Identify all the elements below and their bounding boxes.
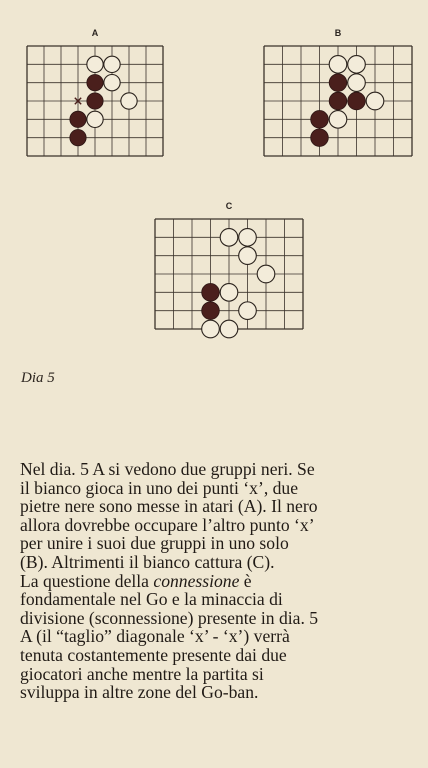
emphasis-term: connessione — [153, 570, 240, 591]
black-stone — [202, 302, 220, 320]
diagram-label-c: C — [225, 201, 233, 211]
white-stone — [239, 247, 257, 265]
text-fragment: è — [243, 570, 252, 591]
white-stone — [220, 229, 238, 247]
white-stone — [104, 56, 120, 72]
black-stone — [348, 92, 366, 110]
white-stone — [348, 74, 366, 92]
go-board-b — [263, 45, 413, 157]
white-stone — [366, 92, 384, 110]
white-stone — [220, 320, 238, 338]
body-paragraph — [20, 460, 412, 702]
white-stone — [87, 111, 103, 127]
text-line: sviluppa in altre zone del Go-ban. — [20, 682, 259, 703]
black-stone — [329, 74, 347, 92]
white-stone — [329, 56, 347, 74]
text-line: tenuta costantemente presente dai due — [20, 644, 287, 665]
text-line — [20, 572, 412, 591]
text-line: A (il “taglio” diagonale ‘x’ - ‘x’) verrà — [20, 626, 290, 647]
text-line: allora dovrebbe occupare l’altro punto ‘x’ — [20, 514, 315, 535]
white-stone — [220, 284, 238, 302]
go-board-a — [26, 45, 164, 157]
text-line: per unire i suoi due gruppi in uno solo — [20, 533, 289, 554]
text-fragment: La questione della — [20, 570, 149, 591]
white-stone — [239, 229, 257, 247]
go-diagram-c — [154, 201, 304, 330]
black-stone — [311, 111, 329, 129]
text-line: Nel dia. 5 A si vedono due gruppi neri. Se — [20, 459, 315, 479]
white-stone — [348, 56, 366, 74]
black-stone — [70, 130, 86, 146]
go-board-c — [154, 218, 304, 330]
text-line: il bianco gioca in uno dei punti ‘x’, due — [20, 477, 299, 498]
go-diagram-b — [263, 28, 413, 157]
white-stone — [121, 93, 137, 109]
go-diagram-a — [26, 28, 164, 157]
white-stone — [202, 320, 220, 338]
black-stone — [311, 129, 329, 147]
white-stone — [104, 75, 120, 91]
black-stone — [87, 93, 103, 109]
white-stone — [257, 265, 275, 283]
black-stone — [202, 284, 220, 302]
black-stone — [87, 75, 103, 91]
white-stone — [329, 111, 347, 129]
text-line: pietre nere sono messe in atari (A). Il nero — [20, 496, 318, 517]
black-stone — [329, 92, 347, 110]
text-line: divisione (sconnessione) presente in dia. 5 — [20, 607, 319, 628]
text-line: fondamentale nel Go e la minaccia di — [20, 589, 283, 610]
diagram-label-b: B — [334, 28, 342, 38]
white-stone — [87, 56, 103, 72]
text-line: (B). Altrimenti il bianco cattura (C). — [20, 551, 275, 572]
white-stone — [239, 302, 257, 320]
diagram-label-a: A — [91, 28, 99, 38]
figure-caption: Dia 5 — [21, 370, 55, 386]
text-line: giocatori anche mentre la partita si — [20, 663, 264, 684]
